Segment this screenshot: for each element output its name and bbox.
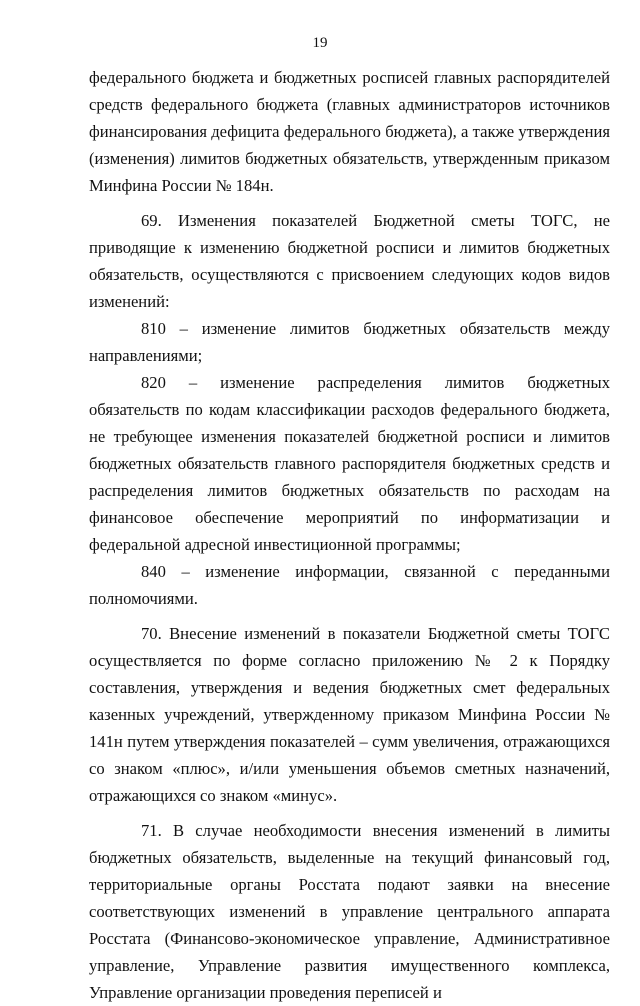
paragraph-70: 70. Внесение изменений в показатели Бюджетной сметы ТОГС осуществляется по форме согласно приложению № 2 к Порядку составления, утверждения и ведения бюджетных смет федеральных казенных учреждений, утвержденному приказом Минфина России № 141н путем утверждения показателей – сумм увеличения, отражающихся со знаком «плюс», и/или уменьшения объемов сметных назначений, отражающихся со знаком «минус». [89, 624, 610, 805]
paragraph-code-810: 810 – изменение лимитов бюджетных обязательств между направлениями; [89, 319, 610, 365]
page-number: 19 [312, 35, 328, 51]
paragraph-code-820: 820 – изменение распределения лимитов бюджетных обязательств по кодам классификации расходов федерального бюджета, не требующее изменения показателей бюджетной росписи и лимитов бюджетных обязательств главного распорядителя бюджетных средств и распределения лимитов бюджетных обязательств по расходам на финансовое обеспечение мероприятий по информатизации и федеральной адресной инвестиционной программы; [89, 373, 610, 554]
paragraph-continuation: федерального бюджета и бюджетных росписей главных распорядителей средств федерального бюджета (главных администраторов источников финансирования дефицита федерального бюджета), а также утверждения (изменения) лимитов бюджетных обязательств, утвержденным приказом Минфина России № 184н. [89, 68, 610, 195]
document-body [89, 64, 610, 1006]
paragraph-71: 71. В случае необходимости внесения изменений в лимиты бюджетных обязательств, выделенные на текущий финансовый год, территориальные органы Росстата подают заявки на внесение соответствующих изменений в управление центрального аппарата Росстата (Финансово-экономическое управление, Административное управление, Управление развития имущественного комплекса, Управление организации проведения переписей и [89, 821, 610, 1002]
paragraph-code-840: 840 – изменение информации, связанной с переданными полномочиями. [89, 562, 610, 608]
paragraph-69: 69. Изменения показателей Бюджетной сметы ТОГС, не приводящие к изменению бюджетной росписи и лимитов бюджетных обязательств, осуществляются с присвоением следующих кодов видов изменений: [89, 211, 610, 311]
